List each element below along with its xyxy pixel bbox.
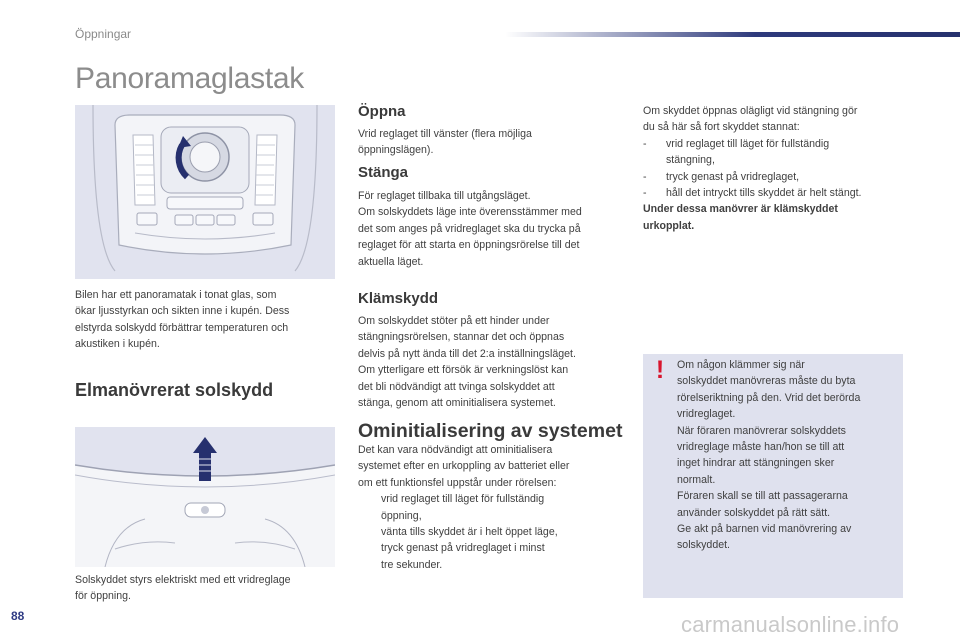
control-panel-illustration xyxy=(75,105,335,279)
list-item: vänta tills skyddet är i helt öppet läge, xyxy=(381,526,558,539)
pinch-disabled-note: Under dessa manövrer är klämskyddet urkopplat. xyxy=(643,203,838,232)
pinch-heading: Klämskydd xyxy=(358,290,439,307)
intro-paragraph: Bilen har ett panoramatak i tonat glas, som ökar ljusstyrkan och sikten inne i kupén. Dess elstyrda solskydd förbättrar temperaturen och akustiken i kupén. xyxy=(75,289,290,351)
sunblind-heading: Elmanövrerat solskydd xyxy=(75,380,274,400)
roof-sunblind-drawing xyxy=(75,427,335,567)
right-instructions: Om skyddet öppnas olägligt vid stängning gör du så här så fort skyddet stannat: - vrid reglaget till läget för fullständig stängning, - tryck genast på vridreglaget, - håll det intryckt tills skyddet är helt stängt. Under dessa manövrer är klämskyddet urkopplat. xyxy=(643,103,913,234)
reinit-steps xyxy=(358,491,628,573)
list-item: vrid reglaget till läget för fullständig öppning, xyxy=(381,493,545,522)
dash-marker: - xyxy=(643,137,647,150)
list-item: - vrid reglaget till läget för fullständig stängning, xyxy=(643,137,830,167)
reinit-text: Det kan vara nödvändigt att ominitialisera systemet efter en urkoppling av batteriet eller om ett funktionsfel uppstår under rörelsen: vrid reglaget till läget för fullständig öppning, vänta tills skyddet är i helt öppet läge, tryck genast på vridreglaget i minst tre sekunder. xyxy=(358,442,628,573)
warning-icon: ! xyxy=(655,356,665,384)
dash-marker: - xyxy=(643,170,647,183)
warning-text: Om någon klämmer sig när solskyddet manövreras måste du byta rörelseriktning på den. Vrid det berörda vridreglaget. När föraren manövrerar solskyddets vridreglage måste han/hon se till att inget hindrar att stängningen sker normalt. Föraren skall se till att passagerarna använder solskyddet på rätt sätt. Ge akt på barnen vid manövrering av solskyddet. xyxy=(677,359,861,552)
list-item: tryck genast på vridreglaget i minst tre sekunder. xyxy=(381,542,545,571)
page-title: Panoramaglastak xyxy=(75,62,304,95)
dash-marker: - xyxy=(643,187,647,200)
stop-steps xyxy=(643,136,913,202)
roof-console-drawing xyxy=(75,105,335,279)
list-item: - håll det intryckt tills skyddet är helt stängt. xyxy=(643,185,913,201)
header-bar xyxy=(505,32,960,37)
pinch-text: Om solskyddet stöter på ett hinder under stängningsrörelsen, stannar det och öppnas delvis på nytt ända till det 2:a inställningsläget. Om ytterligare ett försök är verkningslöst kan det bli nödvändigt att tvinga solskyddet att stänga, genom att ominitialisera systemet. xyxy=(358,315,576,410)
watermark: carmanualsonline.info xyxy=(681,612,900,637)
page-number: 88 xyxy=(11,609,25,623)
reinit-heading: Ominitialisering av systemet xyxy=(358,420,623,442)
open-heading: Öppna xyxy=(358,103,406,120)
close-heading: Stänga xyxy=(358,164,409,181)
sunblind-illustration xyxy=(75,427,335,567)
list-item: - tryck genast på vridreglaget, xyxy=(643,169,913,185)
close-text: För reglaget tillbaka till utgångsläget. Om solskyddets läge inte överensstämmer med det som anges på vridreglaget ska du trycka på reglaget för att starta en öppningsrörelse till det aktuella läget. xyxy=(358,190,582,268)
section-title: Öppningar xyxy=(75,27,132,41)
open-text: Vrid reglaget till vänster (flera möjliga öppningslägen). xyxy=(358,128,532,157)
sunblind-caption: Solskyddet styrs elektriskt med ett vridreglage för öppning. xyxy=(75,574,291,603)
